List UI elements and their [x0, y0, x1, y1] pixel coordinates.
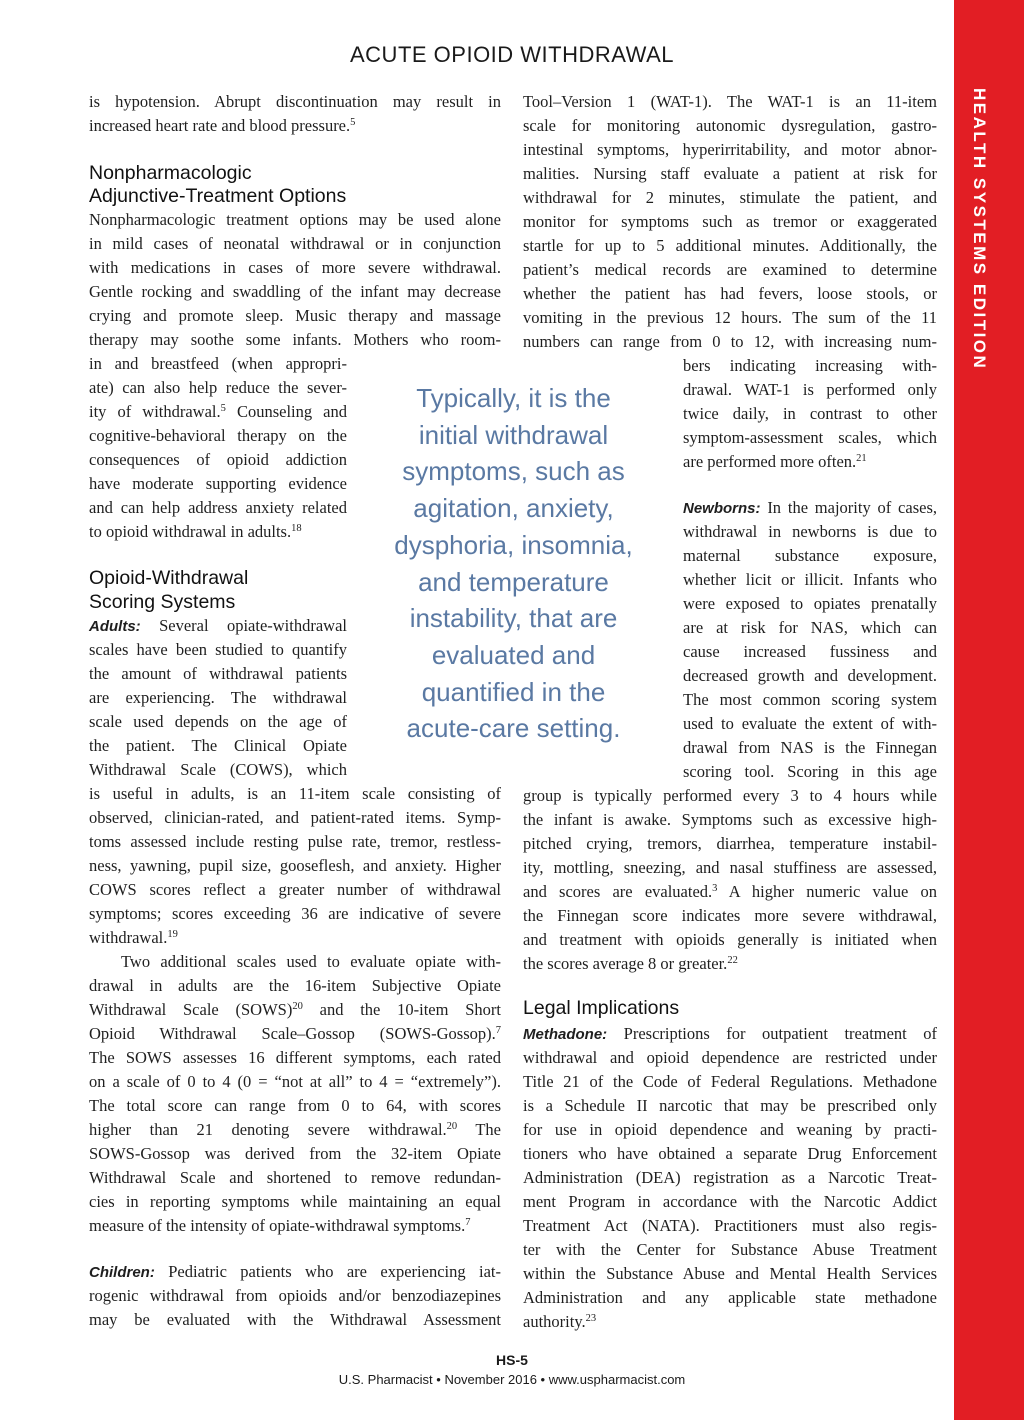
body-line: Tool–Version 1 (WAT-1). The WAT-1 is an 11-item: [523, 92, 937, 111]
pull-quote-line: quantified in the: [421, 676, 606, 707]
citation: 23: [585, 1313, 597, 1324]
body-line: ity, mottling, sneezing, and nasal stuffiness are assessed,: [523, 858, 937, 877]
body-line: observed, clinician-rated, and patient-rated items. Symp-: [89, 808, 501, 827]
body-line: to opioid withdrawal in adults.$^{18}$: [89, 522, 302, 541]
body-line: vomiting in the previous 12 hours. The sum of the 11: [523, 308, 937, 327]
body-line: group is typically performed every 3 to 4 hours while: [523, 786, 937, 805]
pull-quote-line: and temperature: [418, 566, 609, 597]
body-line: withdrawal for 2 minutes, stimulate the patient, and: [523, 188, 937, 207]
run-in-label: Newborns:: [683, 500, 761, 517]
body-line: are performed more often.$^{21}$: [683, 452, 867, 471]
body-line: The SOWS assesses 16 different symptoms, each rated: [89, 1048, 501, 1067]
body-line: may be evaluated with the Withdrawal Assessment: [89, 1310, 501, 1329]
body-line: patient’s medical records are examined to determine: [523, 260, 937, 279]
body-line: within the Substance Abuse and Mental Health Services: [523, 1264, 937, 1283]
body-line: Treatment Act (NATA). Practitioners must also regis-: [523, 1216, 937, 1235]
section-heading: Nonpharmacologic: [89, 162, 252, 184]
body-line: withdrawal and opioid dependence are restricted under: [523, 1048, 937, 1067]
run-in-label: Adults:: [89, 618, 141, 635]
pull-quote-line: initial withdrawal: [418, 419, 609, 450]
body-line: Withdrawal Scale (COWS), which: [89, 760, 347, 779]
body-line: Opioid Withdrawal Scale–Gossop (SOWS-Gossop).$^7$: [89, 1024, 501, 1043]
body-line: pitched crying, tremors, diarrhea, temperature instabil-: [523, 834, 937, 853]
body-line: ness, yawning, pupil size, gooseflesh, and anxiety. Higher: [89, 856, 501, 875]
body-line: scale used depends on the age of: [89, 712, 347, 731]
body-line: and can help address anxiety related: [89, 498, 347, 517]
body-line: intestinal symptoms, hyperirritability, and motor abnor-: [523, 140, 937, 159]
body-line: were exposed to opiates prenatally: [683, 594, 937, 613]
citation: 18: [291, 523, 302, 534]
body-line: ate) can also help reduce the sever-: [89, 378, 347, 397]
body-line: ter with the Center for Substance Abuse Treatment: [523, 1240, 937, 1259]
citation: 19: [167, 929, 178, 940]
body-line: maternal substance exposure,: [683, 546, 937, 565]
footer-citation: U.S. Pharmacist • November 2016 • www.uspharmacist.com: [338, 1372, 686, 1387]
section-heading: Adjunctive-Treatment Options: [89, 185, 347, 207]
citation: 3: [712, 883, 718, 894]
pull-quote-line: agitation, anxiety,: [413, 493, 614, 524]
body-line: toms assessed include resting pulse rate, tremor, restless-: [89, 832, 501, 851]
pull-quote-line: acute-care setting.: [406, 713, 621, 744]
body-line: in and breastfeed (when appropri-: [89, 354, 347, 373]
body-line: is useful in adults, is an 11-item scale consisting of: [89, 784, 501, 803]
body-line: Two additional scales used to evaluate opiate with-: [121, 952, 501, 971]
body-line: whether the patient has had fevers, loose stools, or: [523, 284, 937, 303]
body-line: Nonpharmacologic treatment options may be used alone: [89, 210, 501, 229]
pull-quote-line: dysphoria, insomnia,: [394, 529, 633, 560]
pull-quote-line: evaluated and: [431, 639, 596, 670]
body-line: twice daily, in contrast to other: [683, 404, 937, 423]
body-line: Withdrawal Scale (SOWS)$^{20}$ and the 10-item Short: [89, 1000, 501, 1019]
body-line: symptom-assessment scales, which: [683, 428, 937, 447]
body-line: COWS scores reflect a greater number of withdrawal: [89, 880, 501, 899]
body-line: increased heart rate and blood pressure.$^5$: [89, 116, 356, 135]
body-line: drawal. WAT-1 is performed only: [683, 380, 937, 399]
run-in-label: Children:: [89, 1264, 155, 1281]
run-in-label: Methadone:: [523, 1026, 608, 1043]
body-line: ity of withdrawal.$^5$ Counseling and: [89, 402, 347, 421]
body-line: the amount of withdrawal patients: [89, 664, 347, 683]
body-line: cognitive-behavioral therapy on the: [89, 426, 347, 445]
citation: 7: [495, 1025, 501, 1036]
body-line: and scores are evaluated.$^3$ A higher numeric value on: [523, 882, 937, 901]
body-line: crying and promote sleep. Music therapy and massage: [89, 306, 501, 325]
body-line: are at risk for NAS, which can: [683, 618, 937, 637]
body-line: Methadone: Prescriptions for outpatient treatment of: [523, 1024, 937, 1043]
body-line: startle for up to 5 additional minutes. Additionally, the: [523, 236, 937, 255]
citation: 20: [446, 1121, 458, 1132]
citation: 22: [727, 955, 738, 966]
body-line: symptoms; scores exceeding 36 are indicative of severe: [89, 904, 501, 923]
body-line: the patient. The Clinical Opiate: [89, 736, 347, 755]
body-line: Adults: Several opiate-withdrawal: [89, 616, 347, 635]
body-line: numbers can range from 0 to 12, with increasing num-: [523, 332, 937, 351]
section-heading: Legal Implications: [523, 997, 680, 1019]
body-line: SOWS-Gossop was derived from the 32-item Opiate: [89, 1144, 501, 1163]
body-line: on a scale of 0 to 4 (0 = “not at all” to 4 = “extremely”).: [89, 1072, 501, 1091]
edition-sidebar: [954, 0, 1024, 1420]
citation: 7: [465, 1217, 471, 1228]
body-line: the infant is awake. Symptoms such as excessive high-: [523, 810, 937, 829]
body-line: Title 21 of the Code of Federal Regulations. Methadone: [523, 1072, 937, 1091]
body-line: bers indicating increasing with-: [683, 356, 937, 375]
body-line: Gentle rocking and swaddling of the infant may decrease: [89, 282, 501, 301]
citation: 21: [856, 453, 867, 464]
body-line: cies in reporting symptoms while maintaining an equal: [89, 1192, 501, 1211]
body-line: the scores average 8 or greater.$^{22}$: [523, 954, 738, 973]
body-line: malities. Nursing staff evaluate a patient at risk for: [523, 164, 937, 183]
body-line: tioners who have obtained a separate Drug Enforcement: [523, 1144, 937, 1163]
pull-quote-line: symptoms, such as: [402, 456, 625, 487]
body-line: Withdrawal Scale and shortened to remove redundan-: [89, 1168, 501, 1187]
body-line: are experiencing. The withdrawal: [89, 688, 347, 707]
body-line: The most common scoring system: [683, 690, 937, 709]
body-line: withdrawal in newborns is due to: [683, 522, 937, 541]
body-line: authority.$^{23}$: [523, 1312, 597, 1331]
body-line: rogenic withdrawal from opioids and/or benzodiazepines: [89, 1286, 501, 1305]
body-line: used to evaluate the extent of with-: [683, 714, 937, 733]
pull-quote-line: instability, that are: [409, 603, 618, 634]
body-line: higher than 21 denoting severe withdrawal.$^{20}$ The: [89, 1120, 502, 1139]
body-line: drawal in adults are the 16-item Subjective Opiate: [89, 976, 501, 995]
edition-label: HEALTH SYSTEMS EDITION: [970, 88, 989, 371]
body-line: consequences of opioid addiction: [89, 450, 347, 469]
body-line: monitor for symptoms such as tremor or exaggerated: [523, 212, 937, 231]
body-line: whether licit or illicit. Infants who: [683, 570, 937, 589]
body-line: ment Program in accordance with the Narcotic Addict: [523, 1192, 937, 1211]
pull-quote-line: Typically, it is the: [416, 383, 611, 413]
citation: 5: [220, 403, 226, 414]
citation: 20: [292, 1001, 303, 1012]
body-line: and treatment with opioids generally is initiated when: [523, 930, 937, 949]
body-line: for use in opioid dependence and weaning by practi-: [523, 1120, 937, 1139]
body-line: The total score can range from 0 to 64, with scores: [89, 1096, 501, 1115]
body-line: therapy may soothe some infants. Mothers who room-: [89, 330, 501, 349]
body-line: Children: Pediatric patients who are experiencing iat-: [89, 1262, 501, 1281]
page-number: HS-5: [496, 1352, 528, 1368]
body-line: Administration (DEA) registration as a Narcotic Treat-: [523, 1168, 937, 1187]
citation: 5: [350, 117, 356, 128]
body-line: withdrawal.$^{19}$: [89, 928, 178, 947]
body-line: Newborns: In the majority of cases,: [683, 498, 937, 517]
body-line: the Finnegan score indicates more severe withdrawal,: [523, 906, 937, 925]
body-line: Administration and any applicable state methadone: [523, 1288, 937, 1307]
body-line: cause increased fussiness and: [683, 642, 937, 661]
body-line: scoring tool. Scoring in this age: [683, 762, 937, 781]
pull-quote: [372, 380, 655, 747]
body-line: with medications in cases of more severe withdrawal.: [89, 258, 501, 277]
body-line: have moderate supporting evidence: [89, 474, 347, 493]
body-line: is hypotension. Abrupt discontinuation may result in: [89, 92, 501, 111]
running-head: ACUTE OPIOID WITHDRAWAL: [350, 42, 674, 67]
body-line: scale for monitoring autonomic dysregulation, gastro-: [523, 116, 937, 135]
body-line: scales have been studied to quantify: [89, 640, 347, 659]
section-heading: Scoring Systems: [89, 591, 236, 613]
body-line: decreased growth and development.: [683, 666, 937, 685]
body-line: measure of the intensity of opiate-withdrawal symptoms.$^7$: [89, 1216, 471, 1235]
body-line: drawal from NAS is the Finnegan: [683, 738, 937, 757]
section-heading: Opioid-Withdrawal: [89, 567, 249, 589]
body-line: in mild cases of neonatal withdrawal or in conjunction: [89, 234, 501, 253]
body-line: is a Schedule II narcotic that may be prescribed only: [523, 1096, 937, 1115]
